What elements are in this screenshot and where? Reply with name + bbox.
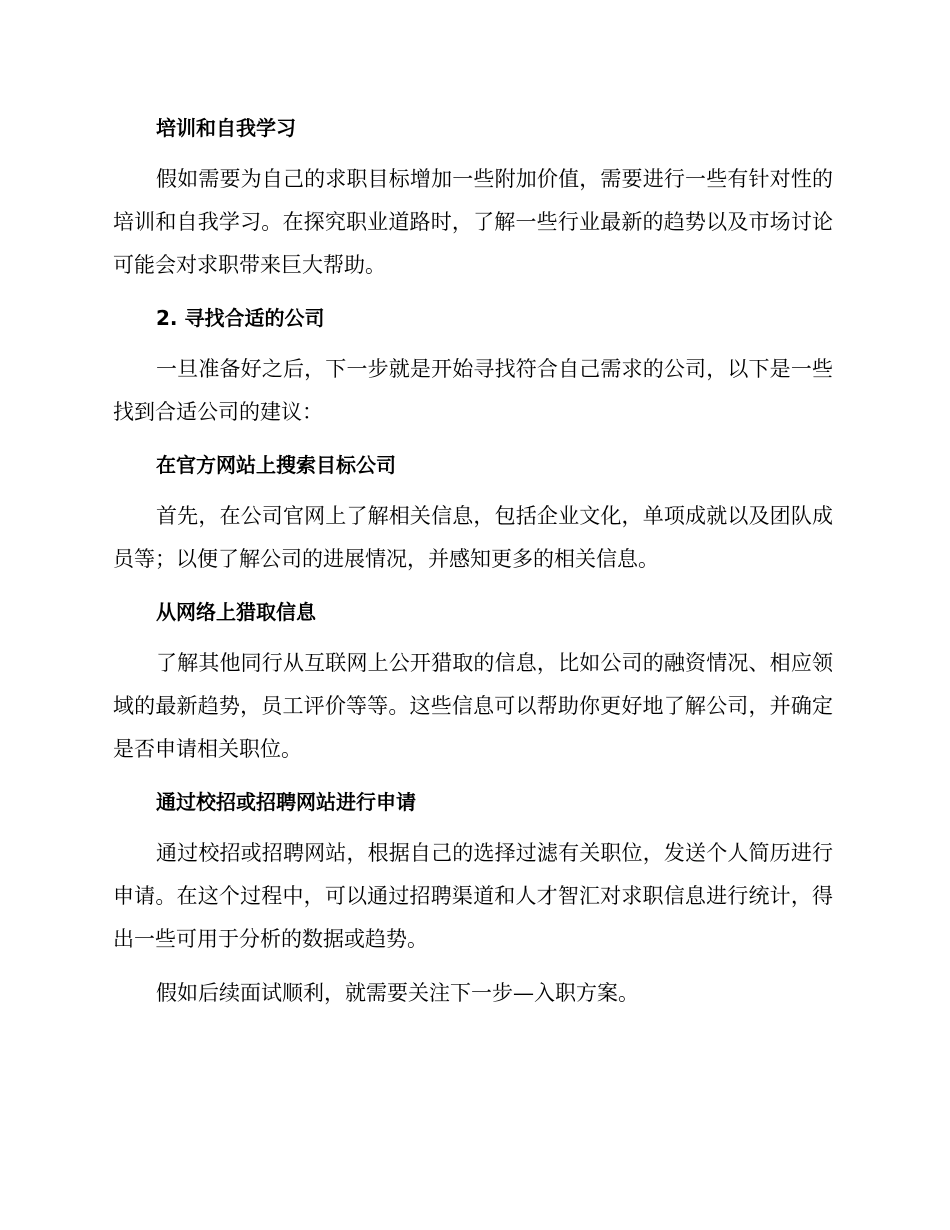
heading-recruit-site: 通过校招或招聘网站进行申请 bbox=[156, 790, 416, 814]
heading-official-site: 在官方网站上搜索目标公司 bbox=[156, 453, 396, 477]
heading-network-info: 从网络上猎取信息 bbox=[156, 600, 316, 624]
para-training: 假如需要为自己的求职目标增加一些附加价值，需要进行一些有针对性的培训和自我学习。在探究职业道路时，了解一些行业最新的趋势以及市场讨论可能会对求职带来巨大帮助。 bbox=[113, 167, 833, 277]
para-interview: 假如后续面试顺利，就需要关注下一步—入职方案。 bbox=[156, 981, 639, 1005]
para-official-site: 首先，在公司官网上了解相关信息，包括企业文化，单项成就以及团队成员等；以便了解公司的进展情况，并感知更多的相关信息。 bbox=[113, 504, 833, 571]
document-page bbox=[113, 108, 833, 1026]
para-recruit-site: 通过校招或招聘网站，根据自己的选择过滤有关职位，发送个人简历进行申请。在这个过程中，可以通过招聘渠道和人才智汇对求职信息进行统计，得出一些可用于分析的数据或趋势。 bbox=[113, 841, 833, 951]
para-network-info: 了解其他同行从互联网上公开猎取的信息，比如公司的融资情况、相应领域的最新趋势，员工评价等等。这些信息可以帮助你更好地了解公司，并确定是否申请相关职位。 bbox=[113, 651, 833, 761]
heading-training: 培训和自我学习 bbox=[156, 116, 296, 140]
heading-find-company: 2. 寻找合适的公司 bbox=[156, 306, 325, 330]
para-find-company: 一旦准备好之后，下一步就是开始寻找符合自己需求的公司，以下是一些找到合适公司的建议： bbox=[113, 357, 833, 424]
